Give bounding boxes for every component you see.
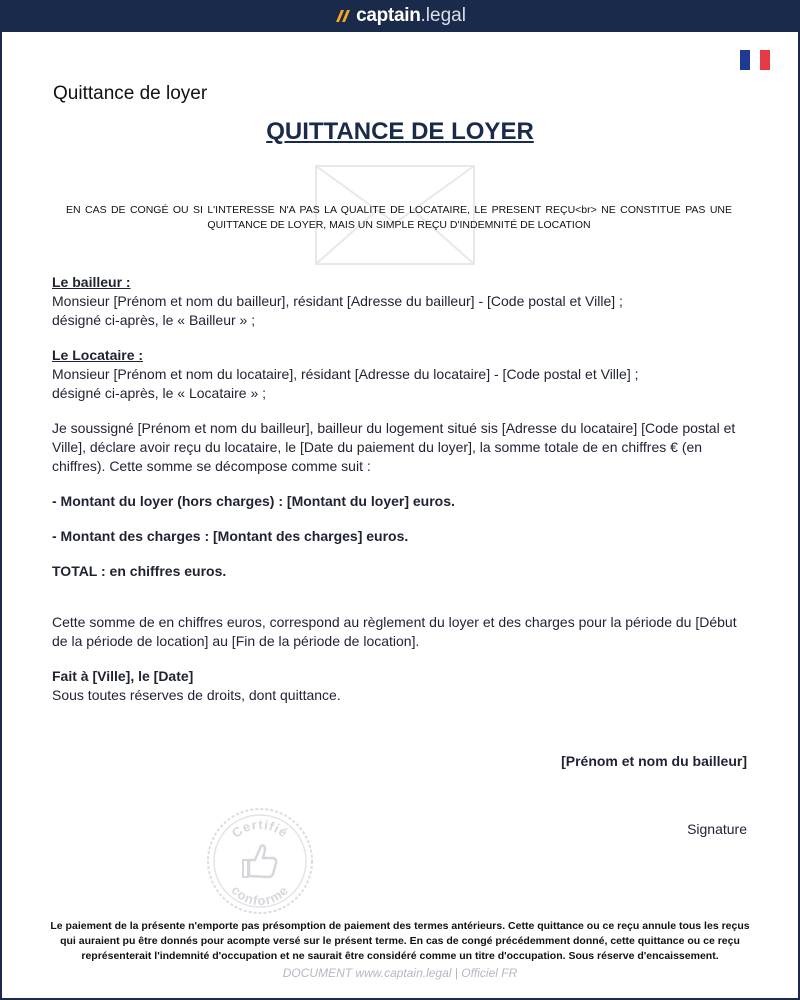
- stamp-text-bottom: conforme: [228, 882, 292, 909]
- signature-label: Signature: [687, 821, 747, 837]
- bailleur-line1: Monsieur [Prénom et nom du bailleur], résidant [Adresse du bailleur] - [Code postal et Ville] ;: [52, 293, 623, 309]
- bailleur-line2: désigné ci-après, le « Bailleur » ;: [52, 312, 256, 328]
- brand-logo[interactable]: [334, 5, 466, 27]
- signer-name: [Prénom et nom du bailleur]: [561, 753, 747, 769]
- declaration-paragraph: Je soussigné [Prénom et nom du bailleur], bailleur du logement situé sis [Adresse du locataire] [Code postal et Ville], déclare avoir reçu du locataire, le [Date du paiement du loyer], la somme totale de en chiffres € (en chiffres). Cette somme se décompose comme suit :: [52, 420, 736, 474]
- brand-name-light: .legal: [420, 5, 466, 26]
- locataire-line2: désigné ci-après, le « Locataire » ;: [52, 385, 267, 401]
- locataire-heading: Le Locataire :: [52, 347, 144, 363]
- locataire-line1: Monsieur [Prénom et nom du locataire], résidant [Adresse du locataire] - [Code postal et Ville] ;: [52, 366, 639, 382]
- fait-a-line: Fait à [Ville], le [Date]: [52, 668, 194, 684]
- document-title: QUITTANCE DE LOYER: [266, 118, 534, 145]
- bailleur-heading: Le bailleur :: [52, 274, 131, 290]
- locataire-section: [52, 346, 748, 403]
- periode-paragraph: Cette somme de en chiffres euros, correspond au règlement du loyer et des charges pour la période du [Début de la période de location] au [Fin de la période de location].: [52, 614, 737, 649]
- notice-text: EN CAS DE CONGÉ OU SI L'INTERESSE N'A PAS LA QUALITE DE LOCATAIRE, LE PRESENT REÇU<br> NE CONSTITUE PAS UNE QUITTANCE DE LOYER, MAIS UN SIMPLE REÇU D'INDEMNITÉ DE LOCATION: [66, 204, 732, 231]
- reserves-line: Sous toutes réserves de droits, dont quittance.: [52, 687, 341, 703]
- certified-stamp-icon: [205, 806, 315, 916]
- svg-text:conforme: [228, 882, 291, 908]
- document-watermark: DOCUMENT www.captain.legal | Officiel FR: [282, 966, 518, 980]
- bailleur-section: [52, 273, 748, 330]
- loyer-amount-line: - Montant du loyer (hors charges) : [Montant du loyer] euros.: [52, 493, 455, 509]
- legal-footer-text: Le paiement de la présente n'emporte pas présomption de paiement des termes antérieurs. Cette quittance ou ce reçu annule tous les reçus qui auraient pu être donnés pour acompte versé sur le présent terme. En cas de congé précédemment donné, cette quittance ou ce reçu représenterait l'indemnité d'occupation et ne saurait être considéré comme un titre d'occupation. Sous réserve d'encaissement.: [50, 920, 750, 962]
- document-label: Quittance de loyer: [53, 83, 208, 104]
- french-flag-icon[interactable]: [740, 50, 770, 70]
- total-line: TOTAL : en chiffres euros.: [52, 563, 227, 579]
- brand-name-bold: captain: [356, 5, 421, 26]
- charges-amount-line: - Montant des charges : [Montant des charges] euros.: [52, 528, 409, 544]
- stamp-text-top: Certifié: [228, 816, 292, 841]
- top-bar: [0, 0, 800, 32]
- closing-section: [52, 667, 748, 705]
- logo-slashes-icon: [334, 9, 352, 23]
